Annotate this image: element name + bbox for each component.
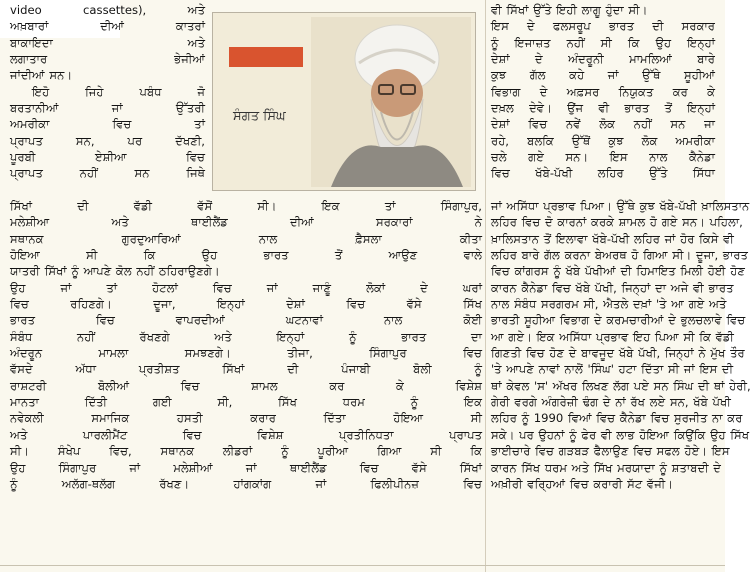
author-portrait (311, 17, 471, 187)
text-line: ਭਾਰਤੀ ਸੂਹੀਆ ਵਿਭਾਗ ਦੇ ਕਰਮਚਾਰੀਆਂ ਦੇ ਭੁਲਚਲਾਵੇ ਵਿਚ (491, 313, 746, 328)
text-line: ਕੁਝ ਗੱਲ ਕਹੇ ਜਾਂ ਉੱਥੇ ਸੂਹੀਆਂ (491, 68, 715, 83)
text-line: ਹੋਇਆ ਸੀ ਕਿ ਉਹ ਭਾਰਤ ਤੋਂ ਆਉਣ ਵਾਲੇ (10, 248, 482, 263)
text-line: ਸਿੱਖਾਂ ਦੀ ਵੱਡੀ ਵੱਸੋਂ ਸੀ। ਇਕ ਤਾਂ ਸਿੰਗਾਪੁਰ, (10, 199, 482, 213)
text-line: ਸਥਾਨਕ ਗੁਰਦੁਆਰਿਆਂ ਨਾਲ ਫ਼ੈਸਲਾ ਕੀਤਾ (10, 231, 482, 246)
text-line: ਉਹ ਸਿੰਗਾਪੁਰ ਜਾਂ ਮਲੇਸ਼ੀਆਂ ਜਾਂ ਥਾਈਲੈਂਡ ਵਿਚ ਵੱਸੇ ਸਿੱਖਾਂ (10, 460, 482, 475)
photo-caption: ਸੰਗਤ ਸਿੰਘ (233, 109, 286, 124)
label-bar (229, 47, 303, 67)
text-line: ਮਲੇਸ਼ੀਆ ਅਤੇ ਥਾਈਲੈਂਡ ਦੀਆਂ ਸਰਕਾਰਾਂ ਨੇ (10, 215, 482, 230)
text-line: ਅੰਦਰੂਨ ਮਾਮਲਾ ਸਮਝਣਗੇ। ਤੀਜਾ, ਸਿੰਗਾਪੁਰ ਵਿਚ (10, 346, 482, 361)
text-line: ਨਵੇਕਲੀ ਸਮਾਜਿਕ ਹਸਤੀ ਕਰਾਰ ਦਿੱਤਾ ਹੋਇਆ ਸੀ (10, 411, 482, 426)
text-line: ਕਾਰਨ ਸਿੱਖ ਧਰਮ ਅਤੇ ਸਿੱਖ ਮਰਯਾਦਾ ਨੂੰ ਸ਼ਤਾਬਦੀ ਦੇ (491, 460, 721, 475)
text-line: ਨੂੰ ਇਜਾਜ਼ਤ ਨਹੀਂ ਸੀ ਕਿ ਉਹ ਇਨ੍ਹਾਂ (491, 35, 715, 50)
text-line: ਵਿਚ ਰਹਿਣਗੇ। ਦੂਜਾ, ਇਨ੍ਹਾਂ ਦੇਸ਼ਾਂ ਵਿਚ ਵੱਸੇ ਸਿੱਖ (10, 297, 482, 312)
text-line: ਵਿਭਾਗ ਦੇ ਅਫ਼ਸਰ ਨਿਯੁਕਤ ਕਰ ਕੇ (491, 84, 715, 99)
text-line: ਸੀ। ਸੰਖੇਪ ਵਿਚ, ਸਥਾਨਕ ਲੀਡਰਾਂ ਨੂੰ ਪੂਰੀਆ ਗਿਆ ਸੀ ਕਿ (10, 444, 482, 459)
text-line: ਥਾਂ ਕੇਵਲ 'ਸ' ਅੱਖਰ ਲਿਖਣ ਲੱਗ ਪਏ ਸਨ ਸਿੰਘ ਦੀ ਥਾਂ ਹੇਰੀ, (491, 378, 751, 393)
text-line: ਵੱਸਦੇ ਅੱਧਾ ਪ੍ਰਤੀਸ਼ਤ ਸਿੱਖਾਂ ਦੀ ਪੰਜਾਬੀ ਬੋਲੀ ਨੂੰ (10, 362, 482, 377)
text-line: ਬਰਤਾਨੀਆਂ ਜਾਂ ਉੱਤਰੀ (10, 101, 205, 116)
text-line: ਨਾਲ ਸੰਬੰਧ ਸਰਗਰਮ ਸੀ, ਐਤਲੇ ਦਖ਼ਾਂ 'ਤੇ ਆ ਗਏ ਅਤੇ (491, 297, 727, 312)
text-line: ਪੂਰਬੀ ਏਸ਼ੀਆ ਵਿਚ (10, 150, 205, 165)
text-line: ਦੇਸ਼ਾਂ ਦੇ ਅੰਦਰੂਨੀ ਮਾਮਲਿਆਂ ਬਾਰੇ (491, 52, 715, 67)
text-line: ਸੰਬੰਧ ਨਹੀਂ ਰੱਖਣਗੇ ਅਤੇ ਇਨ੍ਹਾਂ ਨੂੰ ਭਾਰਤ ਦਾ (10, 329, 482, 344)
text-line: ਮਾਨਤਾ ਦਿੱਤੀ ਗਈ ਸੀ, ਸਿੱਖ ਧਰਮ ਨੂੰ ਇਕ (10, 395, 482, 410)
text-line: ਕਾਰਨ ਕੈਨੇਡਾ ਵਿਚ ਖੱਬੇ ਪੱਖੀ, ਜਿਨ੍ਹਾਂ ਦਾ ਅਜੇ ਵੀ ਭਾਰਤ (491, 280, 734, 295)
text-line: ਰਾਸ਼ਟਰੀ ਬੋਲੀਆਂ ਵਿਚ ਸ਼ਾਮਲ ਕਰ ਕੇ ਵਿਸ਼ੇਸ਼ (10, 378, 482, 393)
text-line: ਅਮਰੀਕਾ ਵਿਚ ਤਾਂ (10, 117, 205, 132)
text-line: ਵੀ ਸਿੱਖਾਂ ਉੱਤੇ ਇਹੀ ਲਾਗੂ ਹੁੰਦਾ ਸੀ। (491, 3, 648, 17)
text-line: ਪ੍ਰਾਪਤ ਨਹੀਂ ਸਨ ਜਿਥੇ (10, 166, 205, 181)
text-line: ਨੂੰ ਅਲੱਗ-ਥਲੱਗ ਰੱਖਣ। ਹਾਂਗਕਾਂਗ ਜਾਂ ਫਿਲੀਪੀਨਜ਼ ਵਿਚ (10, 476, 482, 491)
text-line: ਇਸ ਦੇ ਫਲਸਰੂਪ ਭਾਰਤ ਦੀ ਸਰਕਾਰ (491, 19, 715, 34)
text-line: ਬਾਕਾਇਦਾ ਅਤੇ (10, 35, 205, 50)
text-line: ਰਹੇ, ਬਲਕਿ ਉੱਥੋਂ ਕੁਝ ਲੋਕ ਅਮਰੀਕਾ (491, 133, 715, 148)
text-line: ਗਿਣਤੀ ਵਿਚ ਹੋਣ ਦੇ ਬਾਵਜੂਦ ਖੱਬੇ ਪੱਖੀ, ਜਿਨ੍ਹਾਂ ਨੇ ਮੁੱਖ ਤੌਰ (491, 346, 745, 361)
column-left-bottom (10, 198, 482, 492)
text-line: ਦਖ਼ਲ ਦੇਵੇ। ਉਂਜ ਵੀ ਭਾਰਤ ਤੋਂ ਇਨ੍ਹਾਂ (491, 101, 715, 116)
text-line: ਸਕੇ। ਪਰ ਉਹਨਾਂ ਨੂੰ ਫੇਰ ਵੀ ਲਾਭ ਹੋਇਆ ਕਿਉਂਕਿ ਉਹ ਸਿੱਖ (491, 427, 750, 442)
text-line: ਜਾਂ ਅਸਿੱਧਾ ਪ੍ਰਭਾਵ ਪਿਆ। ਉੱਥੇ ਕੁਝ ਖੱਬੇ-ਪੱਖੀ ਖ਼ਾਲਿਸਤਾਨ (491, 199, 750, 213)
author-photo-box (212, 12, 476, 191)
text-line: ਵਿਚ ਖੱਬੇ-ਪੱਖੀ ਲਹਿਰ ਉੱਤੇ ਸਿੱਧਾ (491, 166, 715, 181)
text-line: ਲਹਿਰ ਨੂੰ 1990 ਵਿਆਂ ਵਿਚ ਕੈਨੇਡਾ ਵਿਚ ਸੁਰਜੀਤ ਨਾ ਕਰ (491, 411, 743, 426)
column-right-top (491, 2, 715, 182)
text-line: ਲਹਿਰ ਵਿਚ ਦੋ ਕਾਰਨਾਂ ਕਰਕੇ ਸ਼ਾਮਲ ਹੋ ਗਏ ਸਨ। ਪਹਿਲਾ, (491, 215, 743, 230)
text-line: ਗੇਰੀ ਵਰਗੇ ਅੰਗਰੇਜ਼ੀ ਢੰਗ ਦੇ ਨਾਂ ਰੱਖ ਲਏ ਸਨ, ਖੱਬੇ ਪੱਖੀ (491, 395, 731, 410)
text-line: ਲਗਾਤਾਰ ਭੇਜੀਆਂ (10, 52, 205, 67)
text-line: ਅਤੇ ਪਾਰਲੀਮੈਂਟ ਵਿਚ ਵਿਸ਼ੇਸ਼ ਪ੍ਰਤੀਨਿਧਤਾ ਪ੍ਰਾਪਤ (10, 427, 482, 442)
text-line: ਚਲੇ ਗਏ ਸਨ। ਇਸ ਨਾਲ ਕੈਨੇਡਾ (491, 150, 715, 165)
text-line: ਜਾਂਦੀਆਂ ਸਨ। (10, 68, 73, 83)
text-line: 'ਤੇ ਆਪਣੇ ਨਾਵਾਂ ਨਾਲੋਂ 'ਸਿੰਘ' ਹਟਾ ਦਿੱਤਾ ਸੀ ਜਾਂ ਇਸ ਦੀ (491, 362, 734, 377)
text-line: ਖ਼ਾਲਿਸਤਾਨ ਤੋਂ ਇਲਾਵਾ ਖੱਬੇ-ਪੱਖੀ ਲਹਿਰ ਜਾਂ ਹੋਰ ਕਿਸੇ ਵੀ (491, 231, 734, 246)
bottom-rule (0, 565, 725, 566)
text-line: ਵਿਚ ਕਾਂਗਰਸ ਨੂੰ ਖੱਬੇ ਪੱਖੀਆਂ ਦੀ ਹਿਮਾਇਤ ਮਿਲੀ ਹੋਈ ਹੋਣ (491, 264, 745, 279)
column-left-top (10, 2, 205, 182)
text-line: ਉਹ ਜਾਂ ਤਾਂ ਹੋਟਲਾਂ ਵਿਚ ਜਾਂ ਜਾਣੂੰ ਲੋਕਾਂ ਦੇ ਘਰਾਂ (10, 280, 482, 295)
text-line: video cassettes), ਅਤੇ (10, 3, 205, 17)
text-line: ਭਾਰਤ ਵਿਚ ਵਾਪਰਦੀਆਂ ਘਟਨਾਵਾਂ ਨਾਲ ਕੋਈ (10, 313, 482, 328)
text-line: ਅਖ਼ੀਰੀ ਵਰ੍ਹਿਆਂ ਵਿਚ ਕਰਾਰੀ ਸੱਟ ਵੱਜੀ। (491, 476, 674, 491)
text-line: ਆ ਗਏ। ਇਕ ਅਸਿੱਧਾ ਪ੍ਰਭਾਵ ਇਹ ਪਿਆ ਸੀ ਕਿ ਵੱਡੀ (491, 329, 734, 344)
text-line: ਅਖ਼ਬਾਰਾਂ ਦੀਆਂ ਕਾਤਰਾਂ (10, 19, 205, 34)
text-line: ਭਾਈਚਾਰੇ ਵਿਚ ਗੜਬੜ ਫੈਲਾਉਣ ਵਿਚ ਸਫਲ ਹੋਏ। ਇਸ (491, 444, 730, 459)
text-line: ਦੇਸ਼ਾਂ ਵਿਚ ਨਵੇਂ ਲੋਕ ਨਹੀਂ ਸਨ ਜਾ (491, 117, 715, 132)
text-line: ਇਹੋ ਜਿਹੇ ਪਬੰਧ ਜੋ (32, 84, 205, 99)
text-line: ਪ੍ਰਾਪਤ ਸਨ, ਪਰ ਦੱਖਣੀ, (10, 133, 205, 148)
column-right-bottom (491, 198, 751, 492)
text-line: ਯਾਤਰੀ ਸਿੱਖਾਂ ਨੂੰ ਆਪਣੇ ਕੋਲ ਨਹੀਂ ਠਹਿਰਾਉਣਗੇ। (10, 264, 220, 279)
column-divider (485, 0, 486, 572)
text-line: ਲਹਿਰ ਬਾਰੇ ਗੱਲ ਕਰਨਾ ਬੇਅਰਥ ਹੋ ਗਿਆ ਸੀ। ਦੂਜਾ, ਭਾਰਤ (491, 248, 748, 263)
